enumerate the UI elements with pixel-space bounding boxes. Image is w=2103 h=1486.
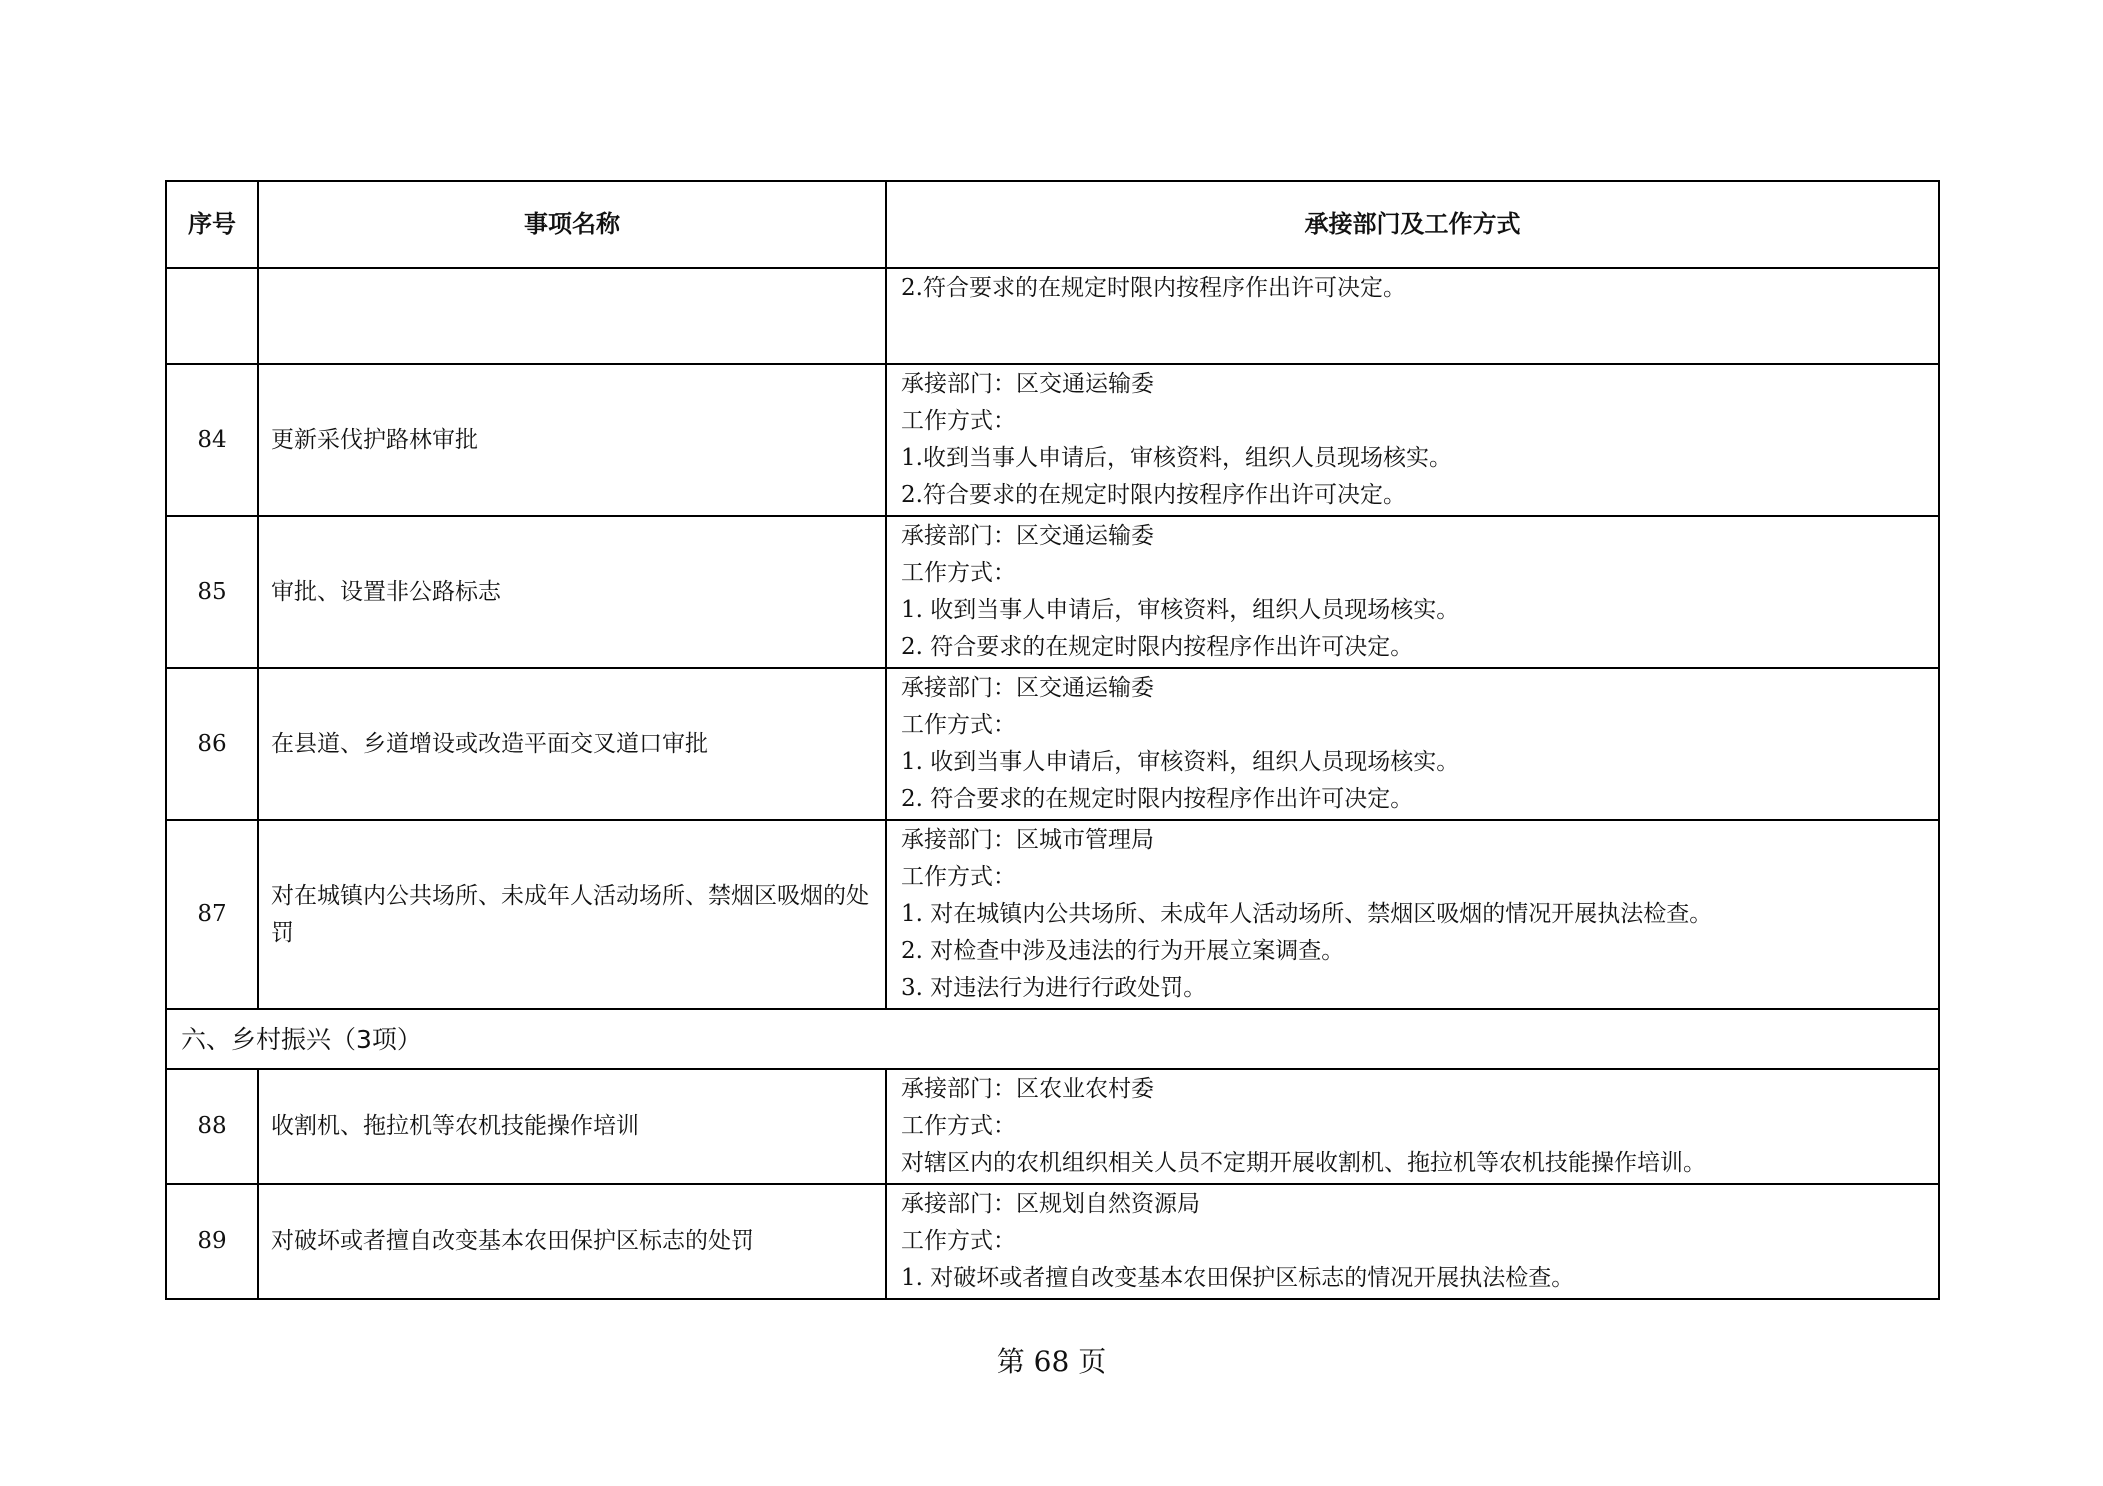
detail-line: 工作方式： (901, 560, 1016, 586)
row-name (258, 268, 886, 364)
row-detail (886, 516, 1939, 668)
detail-line: 承接部门：区交通运输委 (901, 675, 1154, 701)
detail-line: 工作方式： (901, 1228, 1016, 1254)
section-title: 六、乡村振兴（3项） (166, 1009, 1939, 1069)
section-row (166, 1009, 1939, 1069)
detail-line: 承接部门：区城市管理局 (901, 827, 1154, 853)
detail-line: 1. 对破坏或者擅自改变基本农田保护区标志的情况开展执法检查。 (901, 1265, 1575, 1291)
matters-table (165, 180, 1940, 1300)
detail-line: 承接部门：区交通运输委 (901, 523, 1154, 549)
detail-line: 承接部门：区规划自然资源局 (901, 1191, 1200, 1217)
detail-line: 3. 对违法行为进行行政处罚。 (901, 975, 1207, 1001)
header-name: 事项名称 (258, 181, 886, 268)
row-name: 对在城镇内公共场所、未成年人活动场所、禁烟区吸烟的处罚 (258, 820, 886, 1009)
table-row (166, 268, 1939, 364)
detail-line: 工作方式： (901, 864, 1016, 890)
detail-line: 2.符合要求的在规定时限内按程序作出许可决定。 (901, 482, 1406, 508)
row-detail (886, 1184, 1939, 1299)
detail-line: 承接部门：区交通运输委 (901, 371, 1154, 397)
row-detail (886, 364, 1939, 516)
table-header-row (166, 181, 1939, 268)
row-no (166, 268, 258, 364)
page-number: 第 68 页 (996, 1345, 1107, 1378)
table-row (166, 364, 1939, 516)
detail-line: 1. 收到当事人申请后，审核资料，组织人员现场核实。 (901, 749, 1460, 775)
detail-line: 承接部门：区农业农村委 (901, 1076, 1154, 1102)
detail-line: 2.符合要求的在规定时限内按程序作出许可决定。 (901, 275, 1406, 301)
detail-line: 1.收到当事人申请后，审核资料，组织人员现场核实。 (901, 445, 1452, 471)
detail-line: 2. 符合要求的在规定时限内按程序作出许可决定。 (901, 634, 1414, 660)
detail-line: 2. 符合要求的在规定时限内按程序作出许可决定。 (901, 786, 1414, 812)
row-no: 85 (166, 516, 258, 668)
detail-line: 工作方式： (901, 712, 1016, 738)
row-no: 89 (166, 1184, 258, 1299)
row-name: 对破坏或者擅自改变基本农田保护区标志的处罚 (258, 1184, 886, 1299)
detail-line: 1. 对在城镇内公共场所、未成年人活动场所、禁烟区吸烟的情况开展执法检查。 (901, 901, 1713, 927)
row-no: 86 (166, 668, 258, 820)
detail-line: 工作方式： (901, 408, 1016, 434)
row-no: 87 (166, 820, 258, 1009)
detail-line: 2. 对检查中涉及违法的行为开展立案调查。 (901, 938, 1345, 964)
header-dept: 承接部门及工作方式 (886, 181, 1939, 268)
row-detail (886, 820, 1939, 1009)
table-row (166, 1184, 1939, 1299)
row-detail (886, 268, 1939, 364)
row-name: 更新采伐护路林审批 (258, 364, 886, 516)
row-detail (886, 1069, 1939, 1184)
detail-line: 对辖区内的农机组织相关人员不定期开展收割机、拖拉机等农机技能操作培训。 (901, 1150, 1706, 1176)
header-no: 序号 (166, 181, 258, 268)
row-name: 在县道、乡道增设或改造平面交叉道口审批 (258, 668, 886, 820)
row-detail (886, 668, 1939, 820)
detail-line: 1. 收到当事人申请后，审核资料，组织人员现场核实。 (901, 597, 1460, 623)
detail-line: 工作方式： (901, 1113, 1016, 1139)
table-row (166, 668, 1939, 820)
row-no: 84 (166, 364, 258, 516)
table-row (166, 1069, 1939, 1184)
row-no: 88 (166, 1069, 258, 1184)
table-row (166, 820, 1939, 1009)
table-row (166, 516, 1939, 668)
row-name: 收割机、拖拉机等农机技能操作培训 (258, 1069, 886, 1184)
row-name: 审批、设置非公路标志 (258, 516, 886, 668)
